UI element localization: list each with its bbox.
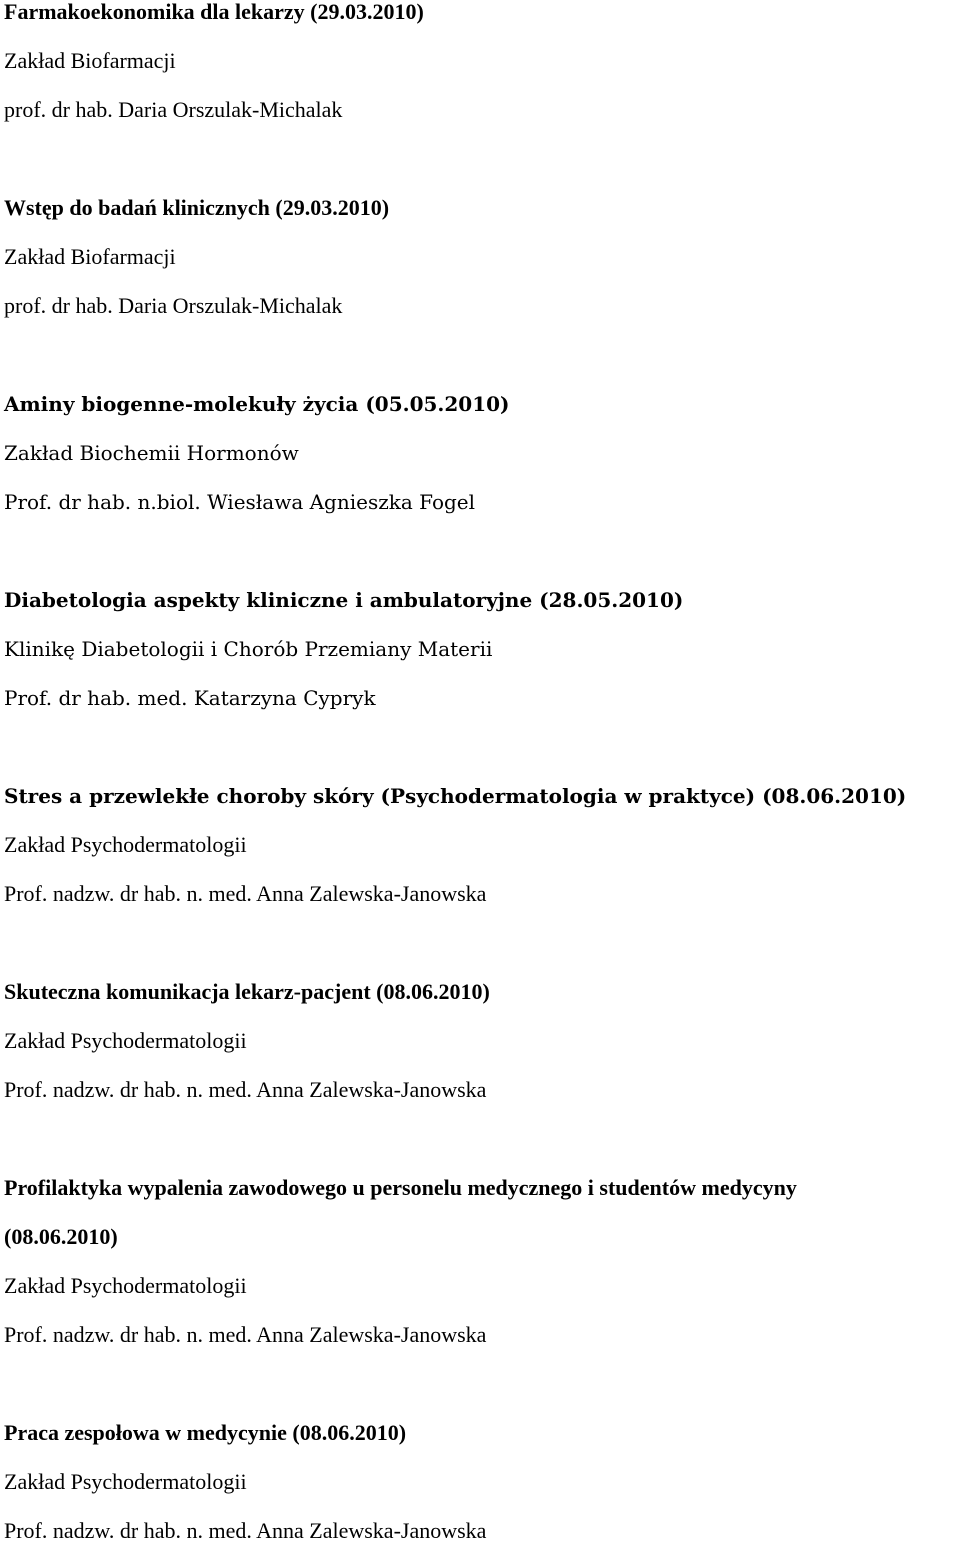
course-title: Wstęp do badań klinicznych (29.03.2010) (4, 195, 390, 220)
course-department: Zakład Psychodermatologii (4, 1028, 247, 1053)
course-entry (4, 0, 956, 196)
course-title: Aminy biogenne-molekuły życia (05.05.2010) (4, 392, 510, 416)
course-title: Stres a przewlekłe choroby skóry (Psychodermatologia w praktyce) (08.06.2010) (4, 784, 907, 808)
course-entry (4, 392, 956, 588)
course-title-line-1: Profilaktyka wypalenia zawodowego u personelu medycznego i studentów medycyny (4, 1175, 797, 1200)
spacer (4, 1372, 956, 1421)
spacer (4, 147, 956, 196)
course-lecturer: Prof. nadzw. dr hab. n. med. Anna Zalewska-Janowska (4, 1518, 487, 1543)
course-lecturer: Prof. dr hab. med. Katarzyna Cypryk (4, 686, 376, 710)
course-entry (4, 196, 956, 392)
course-lecturer: Prof. dr hab. n.biol. Wiesława Agnieszka Fogel (4, 490, 476, 514)
course-lecturer: Prof. nadzw. dr hab. n. med. Anna Zalewska-Janowska (4, 881, 487, 906)
course-department: Zakład Psychodermatologii (4, 832, 247, 857)
course-entry (4, 588, 956, 784)
course-department: Zakład Biochemii Hormonów (4, 441, 299, 465)
course-entry (4, 980, 956, 1176)
course-entry (4, 1176, 956, 1421)
course-title: Praca zespołowa w medycynie (08.06.2010) (4, 1420, 407, 1445)
course-lecturer: prof. dr hab. Daria Orszulak-Michalak (4, 293, 343, 318)
course-title: Diabetologia aspekty kliniczne i ambulatoryjne (28.05.2010) (4, 588, 684, 612)
course-department: Zakład Psychodermatologii (4, 1273, 247, 1298)
course-lecturer: Prof. nadzw. dr hab. n. med. Anna Zalewska-Janowska (4, 1322, 487, 1347)
course-department: Zakład Psychodermatologii (4, 1469, 247, 1494)
spacer (4, 1127, 956, 1176)
spacer (4, 343, 956, 392)
course-title-line-2: (08.06.2010) (4, 1224, 118, 1249)
course-department: Klinikę Diabetologii i Chorób Przemiany Materii (4, 637, 493, 661)
course-entry (4, 784, 956, 980)
document (4, 0, 956, 1568)
course-title: Farmakoekonomika dla lekarzy (29.03.2010) (4, 0, 424, 24)
spacer (4, 539, 956, 588)
course-title: Skuteczna komunikacja lekarz-pacjent (08.06.2010) (4, 979, 490, 1004)
spacer (4, 931, 956, 980)
course-entry (4, 1421, 956, 1543)
course-lecturer: Prof. nadzw. dr hab. n. med. Anna Zalewska-Janowska (4, 1077, 487, 1102)
spacer (4, 735, 956, 784)
course-department: Zakład Biofarmacji (4, 244, 176, 269)
course-lecturer: prof. dr hab. Daria Orszulak-Michalak (4, 97, 343, 122)
course-department: Zakład Biofarmacji (4, 48, 176, 73)
